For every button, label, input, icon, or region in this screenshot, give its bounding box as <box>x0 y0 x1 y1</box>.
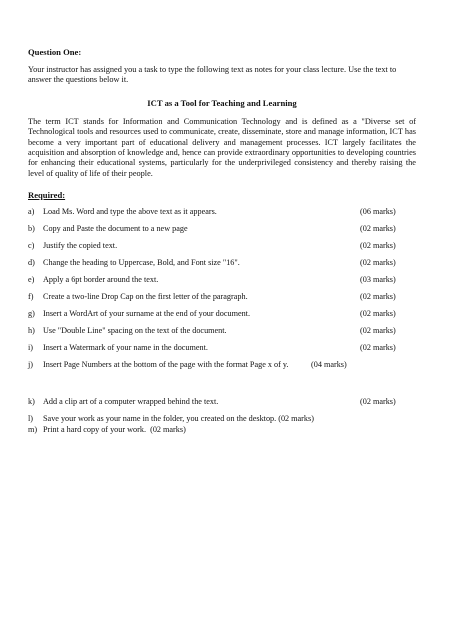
task-item-f <box>28 292 416 302</box>
task-letter: b) <box>28 224 35 234</box>
task-marks: (02 marks) <box>360 397 396 407</box>
task-item-g <box>28 309 416 319</box>
task-text: Load Ms. Word and type the above text as it appears. <box>43 207 217 217</box>
task-text: Copy and Paste the document to a new page <box>43 224 188 234</box>
task-list <box>28 207 416 435</box>
task-text: Insert Page Numbers at the bottom of the page with the format Page x of y. (04 marks) <box>43 360 347 370</box>
task-marks: (02 marks) <box>360 241 396 251</box>
task-text: Insert a WordArt of your surname at the end of your document. <box>43 309 251 319</box>
task-text: Change the heading to Uppercase, Bold, and Font size "16". <box>43 258 240 268</box>
task-item-j <box>28 360 416 370</box>
task-item-i <box>28 343 416 353</box>
task-letter: g) <box>28 309 35 319</box>
task-text: Apply a 6pt border around the text. <box>43 275 159 285</box>
task-item-l <box>28 414 416 424</box>
task-text: Add a clip art of a computer wrapped behind the text. <box>43 397 219 407</box>
task-letter: i) <box>28 343 34 353</box>
article-title: ICT as a Tool for Teaching and Learning <box>147 97 297 108</box>
task-item-a <box>28 207 416 217</box>
task-letter: c) <box>28 241 35 251</box>
task-spacer <box>28 377 416 397</box>
task-letter: f) <box>28 292 34 302</box>
task-marks: (02 marks) <box>360 292 396 302</box>
task-letter: k) <box>28 397 35 407</box>
task-text: Create a two-line Drop Cap on the first letter of the paragraph. <box>43 292 248 302</box>
task-item-e <box>28 275 416 285</box>
task-marks: (02 marks) <box>360 258 396 268</box>
task-item-c <box>28 241 416 251</box>
task-letter: m) <box>28 425 38 435</box>
task-letter: l) <box>28 414 34 424</box>
task-text: Insert a Watermark of your name in the document. <box>43 343 208 353</box>
task-marks: (02 marks) <box>360 343 396 353</box>
task-marks: (02 marks) <box>360 224 396 234</box>
task-text: Print a hard copy of your work. (02 marks) <box>43 425 186 435</box>
task-marks: (02 marks) <box>360 326 396 336</box>
task-letter: e) <box>28 275 35 285</box>
task-text: Justify the copied text. <box>43 241 118 251</box>
required-heading: Required: <box>28 190 66 201</box>
task-marks: (06 marks) <box>360 207 396 217</box>
task-marks: (02 marks) <box>360 309 396 319</box>
task-item-b <box>28 224 416 234</box>
task-marks: (03 marks) <box>360 275 396 285</box>
question-heading: Question One: <box>28 47 82 57</box>
task-letter: d) <box>28 258 35 268</box>
task-text: Save your work as your name in the folder, you created on the desktop. (02 marks) <box>43 414 314 424</box>
task-item-m <box>28 425 416 435</box>
task-letter: h) <box>28 326 35 336</box>
task-letter: j) <box>28 360 34 370</box>
task-item-h <box>28 326 416 336</box>
task-item-k <box>28 397 416 407</box>
task-letter: a) <box>28 207 35 217</box>
task-text: Use "Double Line" spacing on the text of the document. <box>43 326 227 336</box>
task-item-d <box>28 258 416 268</box>
article-body: The term ICT stands for Information and Communication Technology and is defined as a "Diverse set of Technological tools and resources used to communicate, create, disseminate, store and manage information, ICT has become a very important part of educational delivery and management processes. ICT largely facilitates the acquisition and absorption of knowledge and, hence can provide extraordinary opportunities to developing countries for enhancing their educational systems, particularly for the underprivileged consistency and thereby raising the level of quality of life of their people. <box>28 116 416 178</box>
question-intro: Your instructor has assigned you a task to type the following text as notes for your class lecture. Use the text to answer the questions below it. <box>28 65 397 85</box>
